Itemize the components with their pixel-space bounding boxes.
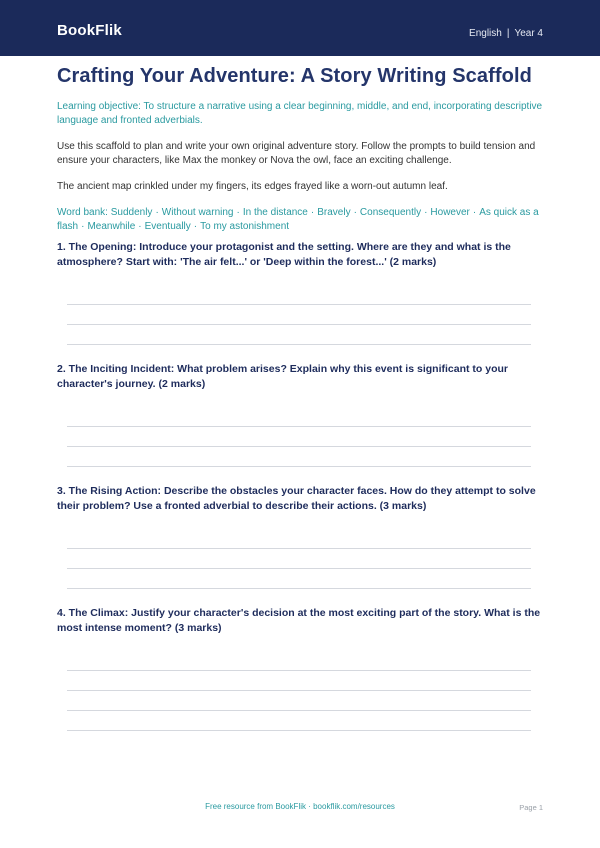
word-bank-item: To my astonishment — [200, 221, 290, 232]
word-bank-item: However — [430, 207, 470, 218]
example-sentence: The ancient map crinkled under my fingers, its edges frayed like a worn-out autumn leaf. — [57, 181, 448, 192]
answer-line[interactable] — [67, 588, 531, 589]
word-bank-item: Eventually — [144, 221, 191, 232]
word-bank-label: Word bank: — [57, 207, 108, 218]
answer-line[interactable] — [67, 466, 531, 467]
learning-objective: Learning objective: To structure a narrative using a clear beginning, middle, and end, incorporating descriptive language and fronted adverbials. — [57, 101, 543, 126]
question-2-prompt: 2. The Inciting Incident: What problem arises? Explain why this event is significant to your character's journey. (2 marks) — [57, 363, 508, 390]
word-bank — [57, 206, 543, 234]
page-number: Page 1 — [519, 803, 543, 812]
answer-line[interactable] — [67, 344, 531, 345]
footer-resource-link[interactable]: Free resource from BookFlik · bookflik.com/resources — [205, 802, 395, 811]
subject-label: English — [469, 28, 502, 39]
word-bank-separator: · — [424, 207, 428, 218]
subject-year-label — [469, 28, 543, 39]
word-bank-item: Suddenly — [110, 207, 153, 218]
answer-line[interactable] — [67, 690, 531, 691]
word-bank-item: Consequently — [359, 207, 422, 218]
word-bank-separator: · — [155, 207, 159, 218]
page-header — [0, 0, 600, 56]
question-4-prompt: 4. The Climax: Justify your character's decision at the most exciting part of the story. What is the most intense moment? (3 marks) — [57, 607, 541, 634]
instructions-text: Use this scaffold to plan and write your own original adventure story. Follow the prompts to build tension and ensure your characters, like Max the monkey or Nova the owl, face an exciting challenge. — [57, 141, 536, 166]
word-bank-item: In the distance — [242, 207, 308, 218]
answer-line[interactable] — [67, 446, 531, 447]
word-bank-separator: · — [81, 221, 85, 232]
answer-line[interactable] — [67, 710, 531, 711]
word-bank-separator: · — [472, 207, 477, 218]
word-bank-separator: · — [310, 207, 315, 218]
answer-line[interactable] — [67, 324, 531, 325]
question-3-prompt: 3. The Rising Action: Describe the obstacles your character faces. How do they attempt to solve their problem? Use a fronted adverbial to describe their actions. (3 marks) — [57, 485, 536, 512]
answer-line[interactable] — [67, 730, 531, 731]
word-bank-item: As quick as a flash — [57, 207, 539, 232]
answer-line[interactable] — [67, 568, 531, 569]
meta-separator: | — [506, 28, 510, 39]
word-bank-separator: · — [138, 221, 142, 232]
answer-line[interactable] — [67, 426, 531, 427]
year-label: Year 4 — [514, 28, 543, 39]
word-bank-item: Bravely — [317, 207, 351, 218]
question-1-prompt: 1. The Opening: Introduce your protagonist and the setting. Where are they and what is the atmosphere? Start with: 'The air felt...' or 'Deep within the forest...' (2 marks) — [57, 241, 511, 268]
word-bank-separator: · — [353, 207, 357, 218]
word-bank-items — [57, 207, 539, 232]
word-bank-item: Without warning — [161, 207, 234, 218]
word-bank-separator: · — [236, 207, 240, 218]
answer-line[interactable] — [67, 548, 531, 549]
worksheet-intro — [57, 64, 543, 234]
worksheet-title: Crafting Your Adventure: A Story Writing Scaffold — [57, 65, 532, 87]
answer-line[interactable] — [67, 304, 531, 305]
brand-logo-text[interactable]: BookFlik — [57, 22, 122, 39]
word-bank-separator: · — [193, 221, 198, 232]
word-bank-item: Meanwhile — [87, 221, 136, 232]
answer-line[interactable] — [67, 670, 531, 671]
